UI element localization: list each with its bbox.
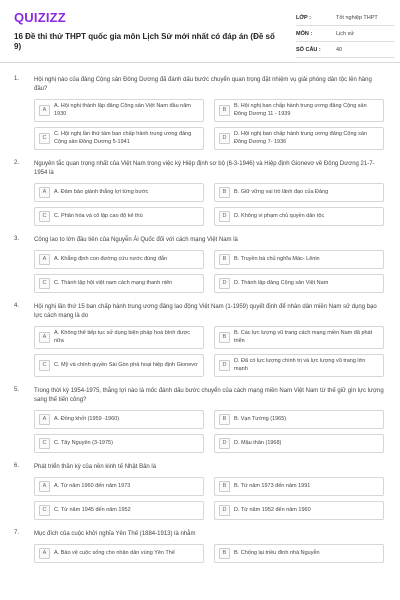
question-list [0,76,400,573]
meta-row-subject [296,26,394,42]
option-text: B. Giữ vững vai trò lãnh đạo của Đảng [234,188,329,195]
meta-value: Tốt nghiệp THPT [336,14,378,21]
option-text: A. Đảm bảo giành thắng lợi từng bước [54,188,149,195]
option-grid [34,477,384,520]
option-b[interactable] [214,544,384,563]
option-text: C. Từ năm 1945 đến năm 1952 [54,506,131,513]
option-c[interactable] [34,434,204,453]
option-text: A. Bảo vệ cuộc sống cho nhân dân vùng Yên Thế [54,549,175,556]
option-text: C. Phân hóa và cô lập cao độ kẻ thù [54,212,143,219]
question-text: Hội nghị nào của đảng Cộng sản Đông Dương đã đánh dấu bước chuyển quan trọng đặt nhiệm vụ giải phóng dân tộc lên hàng đầu? [34,77,372,92]
option-text: B. Chống lại triều đình nhà Nguyễn [234,549,320,556]
option-text: A. Hội nghị thành lập đảng Cộng sản Việt Nam đầu năm 1930 [54,103,191,117]
option-letter: A [39,254,50,265]
option-b[interactable] [214,250,384,269]
question-number: 5. [14,387,20,393]
question-5 [0,387,400,453]
option-text: D. Từ năm 1952 đến năm 1960 [234,506,311,513]
question-number: 6. [14,463,20,469]
meta-table [296,10,394,58]
question-number: 4. [14,303,20,309]
meta-key: MÔN : [296,30,313,37]
option-letter: A [39,481,50,492]
question-text: Nguyên tắc quan trọng nhất của Việt Nam trong việc ký Hiệp định sơ bộ (6-3-1946) và Hiệp định Gionevơ về Đông Dương 21-7-1954 là [34,161,375,176]
option-letter: C [39,438,50,449]
question-text: Phát triển thần kỳ của nền kinh tế Nhật Bản là [34,464,157,470]
option-letter: A [39,414,50,425]
option-b[interactable] [214,410,384,429]
question-number: 2. [14,160,20,166]
question-3 [0,236,400,293]
option-letter: C [39,505,50,516]
question-1 [0,76,400,150]
option-a[interactable] [34,410,204,429]
option-text: A. Khẳng định con đường cứu nước đúng đắn [54,255,168,262]
option-letter: D [219,360,230,371]
option-grid [34,183,384,226]
meta-row-class [296,10,394,26]
option-letter: B [219,481,230,492]
option-letter: C [39,211,50,222]
option-letter: D [219,211,230,222]
option-text: A. Đồng khởi (1959 -1960) [54,415,120,422]
option-text: C. Thành lập hội việt nam cách mạng thanh niên [54,279,173,286]
option-c[interactable] [34,501,204,520]
option-text: C. Hội nghị lần thứ tám ban chấp hành trung ương đảng Cộng sản Đông Dương 5-1941 [54,131,192,145]
question-2 [0,160,400,226]
option-grid [34,326,384,377]
option-letter: B [219,105,230,116]
option-a[interactable] [34,544,204,563]
option-c[interactable] [34,274,204,293]
question-text: Mục đích của cuộc khởi nghĩa Yên Thế (1884-1913) là nhằm [34,531,196,537]
option-a[interactable] [34,183,204,202]
option-text: B. Các lực lượng vũ trang cách mạng miền Nam đã phát triển [234,330,373,344]
question-6 [0,463,400,520]
option-d[interactable] [214,501,384,520]
option-d[interactable] [214,127,384,150]
question-text: Trong thời kỳ 1954-1975, thắng lợi nào là mốc đánh dấu bước chuyển của cách mạng miền Nam Việt Nam từ thế giữ gìn lực lượng sang thế tiến công? [34,388,384,403]
meta-value: 40 [336,46,343,53]
option-grid [34,250,384,293]
option-grid [34,544,384,563]
question-text: Hội nghị lần thứ 15 ban chấp hành trung ương đảng lao động Việt Nam (1-1959) quyết định để nhân dân miền Nam sử dụng bạo lực cách mạng là do [34,304,377,319]
option-letter: C [39,133,50,144]
worksheet-header [0,0,400,63]
option-letter: D [219,505,230,516]
option-c[interactable] [34,127,204,150]
option-text: D. Mậu thân (1968) [234,439,282,446]
option-letter: B [219,187,230,198]
option-grid [34,410,384,453]
question-number: 1. [14,76,20,82]
question-number: 3. [14,236,20,242]
option-text: C. Tây Nguyên (3-1975) [54,439,113,446]
option-d[interactable] [214,207,384,226]
option-text: D. Hội nghị ban chấp hành trung ương đảng Cộng sản Đông Dương 7- 1936 [234,131,367,145]
question-7 [0,530,400,563]
option-b[interactable] [214,99,384,122]
option-text: B. Vạn Tường (1965) [234,415,287,422]
question-4 [0,303,400,377]
option-a[interactable] [34,99,204,122]
option-a[interactable] [34,326,204,349]
meta-value: Lịch sử [336,30,355,37]
option-text: B. Từ năm 1973 đến năm 1991 [234,482,311,489]
option-text: C. Mỹ và chính quyền Sài Gòn phá hoại hiệp định Gionevơ [54,361,198,368]
option-d[interactable] [214,274,384,293]
option-letter: A [39,548,50,559]
quizizz-logo: QUIZIZZ [14,10,66,25]
option-letter: C [39,360,50,371]
option-letter: A [39,332,50,343]
option-b[interactable] [214,183,384,202]
option-text: B. Hội nghị ban chấp hành trung ương đảng Cộng sản Đông Dương 11 - 1939 [234,103,367,117]
option-letter: B [219,254,230,265]
option-text: A. Không thể tiếp tục sử dụng biện pháp hoà bình được nữa [54,330,191,344]
option-text: B. Truyền bá chủ nghĩa Mác- Lênin [234,255,320,262]
option-a[interactable] [34,250,204,269]
option-letter: B [219,414,230,425]
option-grid [34,99,384,150]
option-letter: D [219,438,230,449]
option-letter: C [39,278,50,289]
option-text: D. Thành lập đảng Cộng sản Việt Nam [234,279,329,286]
option-d[interactable] [214,434,384,453]
option-b[interactable] [214,477,384,496]
option-b[interactable] [214,326,384,349]
option-text: D. Đã có lực lượng chính trị và lực lượng vũ trang lớn mạnh [234,358,366,372]
option-letter: A [39,105,50,116]
option-c[interactable] [34,207,204,226]
meta-key: LỚP : [296,14,311,21]
option-text: D. Không vi phạm chủ quyền dân tộc [234,212,325,219]
option-letter: B [219,332,230,343]
option-letter: D [219,278,230,289]
option-c[interactable] [34,354,204,377]
meta-row-count [296,42,394,58]
option-a[interactable] [34,477,204,496]
option-letter: D [219,133,230,144]
option-letter: A [39,187,50,198]
meta-key: SỐ CÂU : [296,46,321,53]
option-letter: B [219,548,230,559]
question-text: Công lao to lớn đầu tiên của Nguyễn Ái Quốc đối với cách mạng Việt Nam là [34,237,238,243]
document-title: 16 Đề thi thử THPT quốc gia môn Lịch Sử mới nhất có đáp án (Đề số 9) [14,32,275,51]
option-text: A. Từ năm 1960 đến năm 1973 [54,482,131,489]
question-number: 7. [14,530,20,536]
option-d[interactable] [214,354,384,377]
